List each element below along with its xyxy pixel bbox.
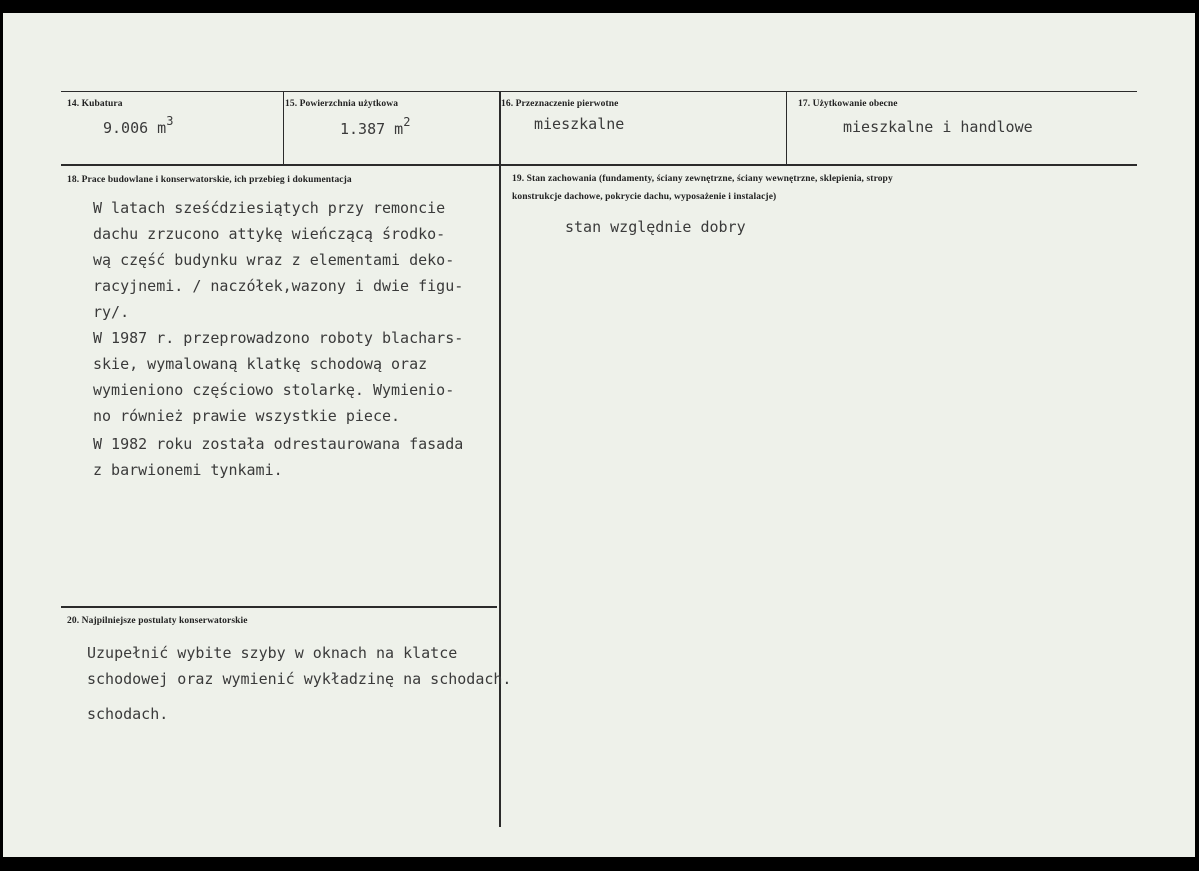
col-divider-3 — [786, 91, 787, 165]
field-14-value — [103, 114, 174, 137]
field-17-label: 17. Użytkowanie obecne — [798, 99, 898, 109]
row-divider-1 — [61, 164, 1137, 166]
field-15-superscript: 2 — [403, 115, 411, 129]
field-14-superscript: 3 — [166, 114, 174, 128]
field-17-value: mieszkalne i handlowe — [843, 118, 1033, 136]
field-15-value — [340, 115, 411, 138]
text-line: skie, wymalowaną klatkę schodową oraz — [93, 355, 428, 373]
text-line: W latach sześćdziesiątych przy remoncie — [93, 199, 446, 217]
field-18-label: 18. Prace budowlane i konserwatorskie, ich przebieg i dokumentacja — [67, 175, 352, 185]
col-divider-1 — [283, 91, 284, 165]
text-line: wą część budynku wraz z elementami deko- — [93, 251, 455, 269]
field-20-label: 20. Najpilniejsze postulaty konserwatorskie — [67, 616, 248, 626]
text-line: no również prawie wszystkie piece. — [93, 407, 401, 425]
field-19-label-line1: 19. Stan zachowania (fundamenty, ściany zewnętrzne, ściany wewnętrzne, sklepienia, stropy — [512, 174, 893, 184]
text-line: racyjnemi. / naczółek,wazony i dwie figu- — [93, 277, 464, 295]
text-line: dachu zrzucono attykę wieńczącą środko- — [93, 225, 446, 243]
text-line: ry/. — [93, 303, 130, 321]
field-20-text — [87, 640, 511, 692]
field-18-text-b — [93, 431, 463, 483]
field-18-text-a — [93, 195, 463, 429]
text-line: Uzupełnić wybite szyby w oknach na klatce — [87, 644, 458, 662]
field-19-label-line2: konstrukcje dachowe, pokrycie dachu, wyposażenie i instalacje) — [512, 192, 777, 202]
top-rule — [61, 91, 1137, 92]
text-line: W 1982 roku została odrestaurowana fasada — [93, 435, 464, 453]
field-15-number: 1.387 m — [340, 120, 404, 138]
record-card — [3, 13, 1195, 857]
field-19-value: stan względnie dobry — [565, 218, 746, 236]
field-20-extra-line: schodach. — [87, 705, 169, 723]
text-line: wymieniono częściowo stolarkę. Wymienio- — [93, 381, 455, 399]
text-line: schodowej oraz wymienić wykładzinę na schodach. — [87, 670, 512, 688]
field-15-label: 15. Powierzchnia użytkowa — [285, 99, 399, 109]
field-14-label: 14. Kubatura — [67, 99, 123, 109]
col-divider-2 — [499, 91, 501, 827]
field-16-label: 16. Przeznaczenie pierwotne — [501, 99, 619, 109]
field-16-value: mieszkalne — [534, 115, 625, 133]
row-divider-2 — [61, 606, 497, 608]
text-line: z barwionemi tynkami. — [93, 461, 283, 479]
field-14-number: 9.006 m — [103, 119, 167, 137]
text-line: W 1987 r. przeprowadzono roboty blachars- — [93, 329, 464, 347]
